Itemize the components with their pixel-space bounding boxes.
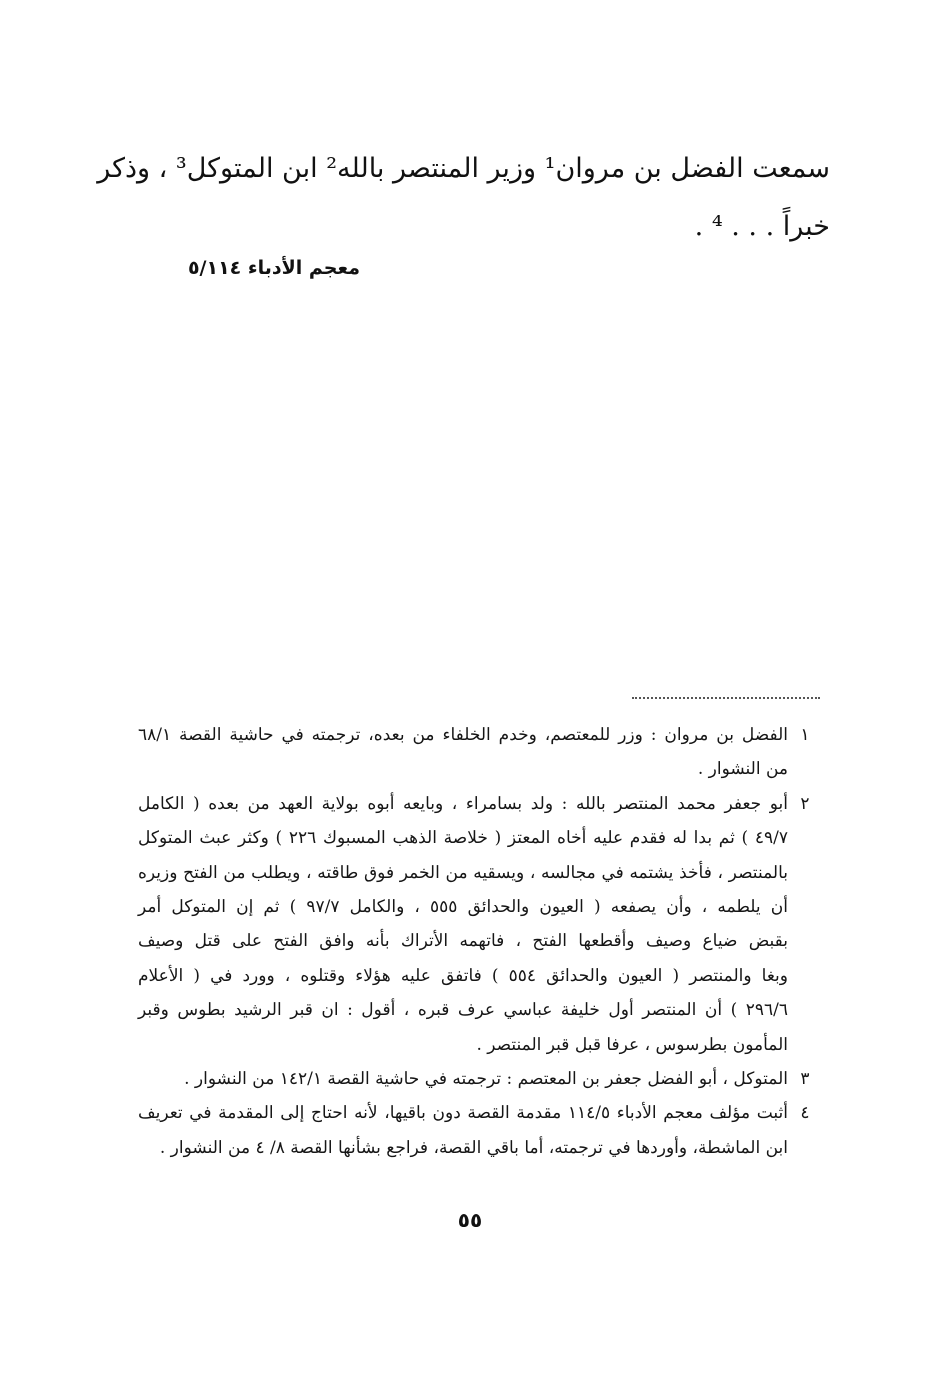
footnote-number: ٣	[800, 1069, 810, 1090]
footnote-line: وبغا والمنتصر ( العيون والحدائق ٥٥٤ ) فاتفق عليه هؤلاء وقتلوه ، وورد في ( الأعلام	[138, 965, 788, 986]
footnote-line: أثبت مؤلف معجم الأدباء ١١٤/٥ مقدمة القصة دون باقيها، لأنه احتاج إلى المقدمة في تعريف	[138, 1103, 788, 1124]
footnote-line: ٤٩/٧ ) ثم بدا له فقدم عليه أخاه المعتز ( خلاصة الذهب المسبوك ٢٢٦ ) وكثر عبث المتوكل	[138, 828, 788, 849]
main-text-line: سمعت الفضل بن مروان¹ وزير المنتصر بالله² ابن المتوكل³ ، وذكر	[97, 153, 830, 184]
footnote-2	[138, 787, 810, 1062]
main-text-line: خبراً . . . ⁴ .	[694, 211, 830, 242]
source-citation: معجم الأدباء ٥/١١٤	[187, 257, 360, 279]
footnote-line: المأمون بطرسوس ، عرفا قبل قبر المنتصر .	[476, 1034, 788, 1055]
footnote-1	[138, 718, 810, 787]
footnote-3	[138, 1062, 810, 1096]
footnote-number: ٤	[800, 1103, 810, 1124]
footnote-line: بقبض ضياع وصيف وأقطعها الفتح ، فاتهمه الأتراك بأنه وافق الفتح على قتل وصيف	[138, 931, 788, 952]
page-number: ٥٥	[457, 1208, 483, 1232]
footnote-number: ١	[800, 725, 810, 745]
footnote-line: المتوكل ، أبو الفضل جعفر بن المعتصم : ترجمته في حاشية القصة ١٤٢/١ من النشوار .	[184, 1069, 788, 1090]
footnote-line: ابن الماشطة، وأوردها في ترجمته، أما باقي القصة، فراجع بشأنها القصة ٨/ ٤ من النشوار .	[159, 1137, 788, 1158]
footnote-line: أبو جعفر محمد المنتصر بالله : ولد بسامراء ، وبايعه أبوه بولاية العهد من بعده ( الكامل	[138, 793, 788, 814]
footnote-line: ٢٩٦/٦ ) أن المنتصر أول خليفة عباسي عرف قبره ، أقول : ان قبر الرشيد بطوس وقبر	[138, 1000, 788, 1021]
footnote-line: أن يلطمه ، وأن يصفعه ( العيون والحدائق ٥٥٥ ، والكامل ٩٧/٧ ) ثم إن المتوكل أمر	[138, 897, 788, 918]
footnotes	[138, 718, 810, 1165]
footnote-line: الفضل بن مروان : وزر للمعتصم، وخدم الخلفاء من بعده، ترجمته في حاشية القصة ٦٨/١	[138, 725, 788, 745]
footnote-line: بالمنتصر ، فأخذ يشتمه في مجالسه ، ويسقيه من الخمر فوق طاقته ، ويطلب من الفتح وزيره	[138, 862, 788, 883]
footnote-line: من النشوار .	[697, 759, 788, 780]
footnote-number: ٢	[800, 793, 810, 814]
main-text	[97, 140, 830, 256]
footnote-separator	[632, 697, 820, 699]
footnote-4	[138, 1096, 810, 1165]
